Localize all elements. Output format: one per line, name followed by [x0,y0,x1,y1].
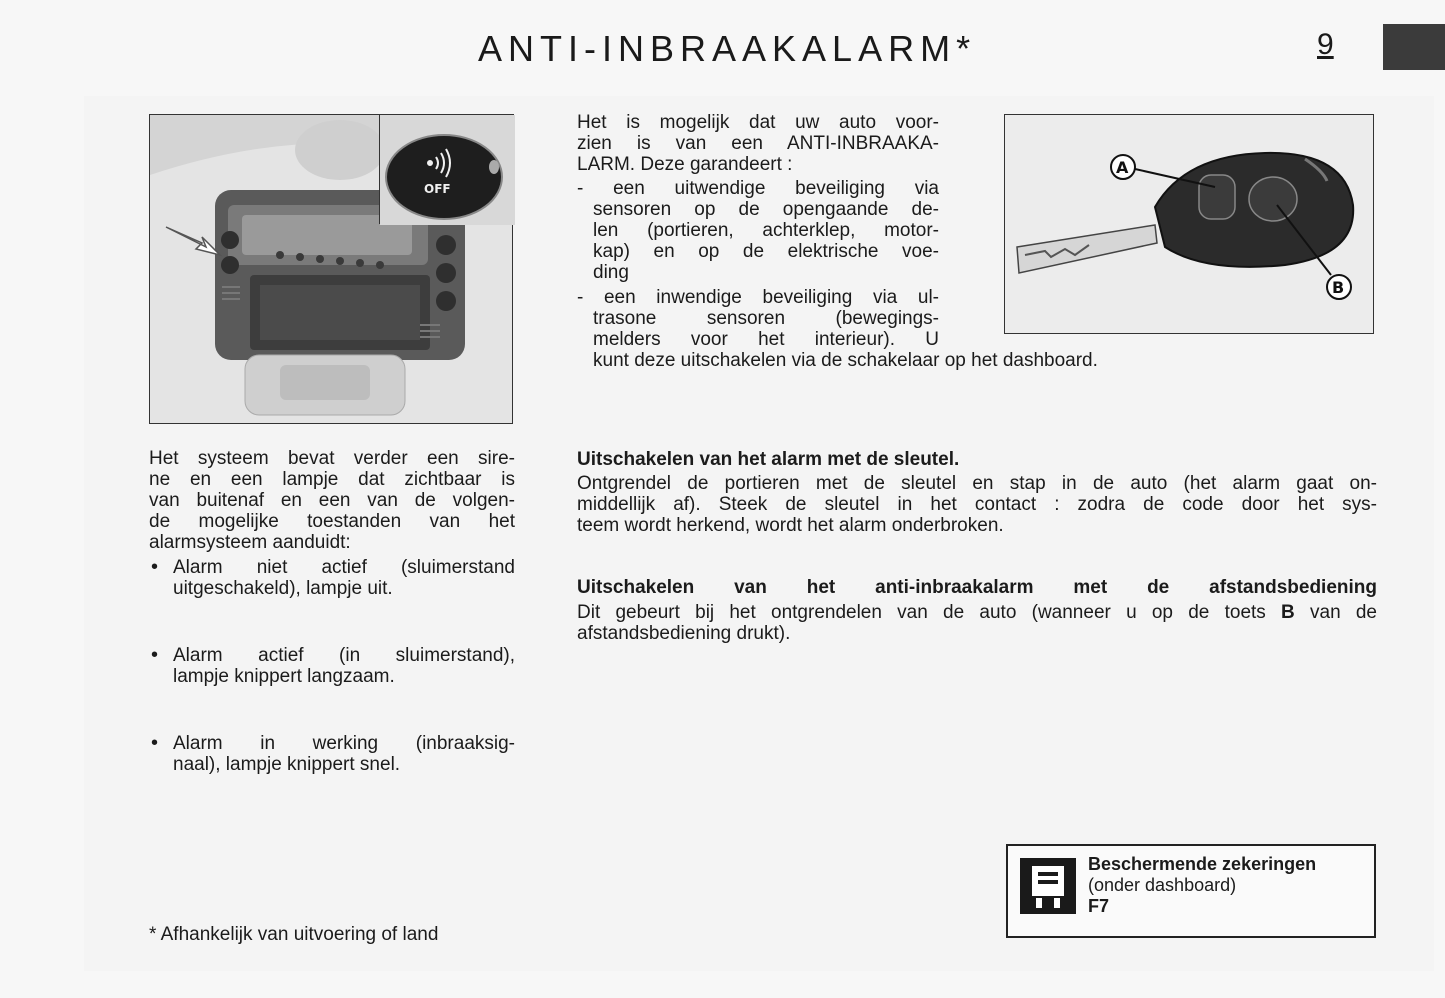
state-item-1: • Alarm niet actief (sluimerstand uitgeschakeld), lampje uit. [149,557,515,599]
key-button-b [1249,177,1297,221]
state-item-3: • Alarm in werking (inbraaksig- naal), lampje knippert snel. [149,733,515,775]
alarm-button-drawing [380,115,515,225]
label-a: A [1116,158,1129,177]
alarm-led-icon [489,160,499,174]
fuse-info-box [1006,844,1376,938]
page-title: ANTI-INBRAAKALARM* [478,28,977,69]
system-text: Het systeem bevat verder een sire- ne en een lampje dat zichtbaar is van buitenaf en een van de volgen- de mogelijke toestanden van het alarmsysteem aanduidt: [149,448,515,553]
intro-text: Het is mogelijk dat uw auto voor- zien is van een ANTI-INBRAAKA- LARM. Deze garandeert : [577,112,939,175]
fuse-code: F7 [1088,896,1110,916]
intro-item-1: - een uitwendige beveiliging via sensoren op de opengaande de- len (portieren, achterklep, motor- kap) en op de elektrische voe- ding [577,178,939,283]
alarm-button-inset [379,114,514,224]
alarm-switch-icon [221,256,239,274]
section-key-heading: Uitschakelen van het alarm met de sleutel. [577,449,960,470]
fuse-subtitle: (onder dashboard) [1088,875,1237,895]
fuse-icon [1020,858,1076,914]
fuse-glyph [1020,858,1076,914]
fuse-text [1088,854,1316,917]
section-key-body: Ontgrendel de portieren met de sleutel en stap in de auto (het alarm gaat on- middellijk af). Steek de sleutel in het contact : zodra de code door het sys- teem wordt herkend, wordt het alarm onderbroken. [577,473,1377,536]
fuse-title: Beschermende zekeringen [1088,854,1317,874]
off-label: OFF [424,182,451,196]
key-illustration [1004,114,1374,334]
section-remote-heading: Uitschakelen van het anti-inbraakalarm met de afstandsbediening [577,577,1377,598]
section-remote-body: Dit gebeurt bij het ontgrendelen van de auto (wanneer u op de toets B van de afstandsbediening drukt). [577,602,1377,644]
label-b: B [1332,278,1345,297]
key-drawing [1005,115,1374,334]
intro-item-2: - een inwendige beveiliging via ul- trasone sensoren (bewegings- melders voor het interieur). U kunt deze uitschakelen via de schakelaar op het dashboard. [577,287,1098,371]
footnote: * Afhankelijk van uitvoering of land [149,924,439,945]
chapter-tab [1383,24,1445,70]
state-item-2: • Alarm actief (in sluimerstand), lampje knippert langzaam. [149,645,515,687]
key-button-a [1199,175,1235,219]
page-number: 9 [1317,28,1334,61]
